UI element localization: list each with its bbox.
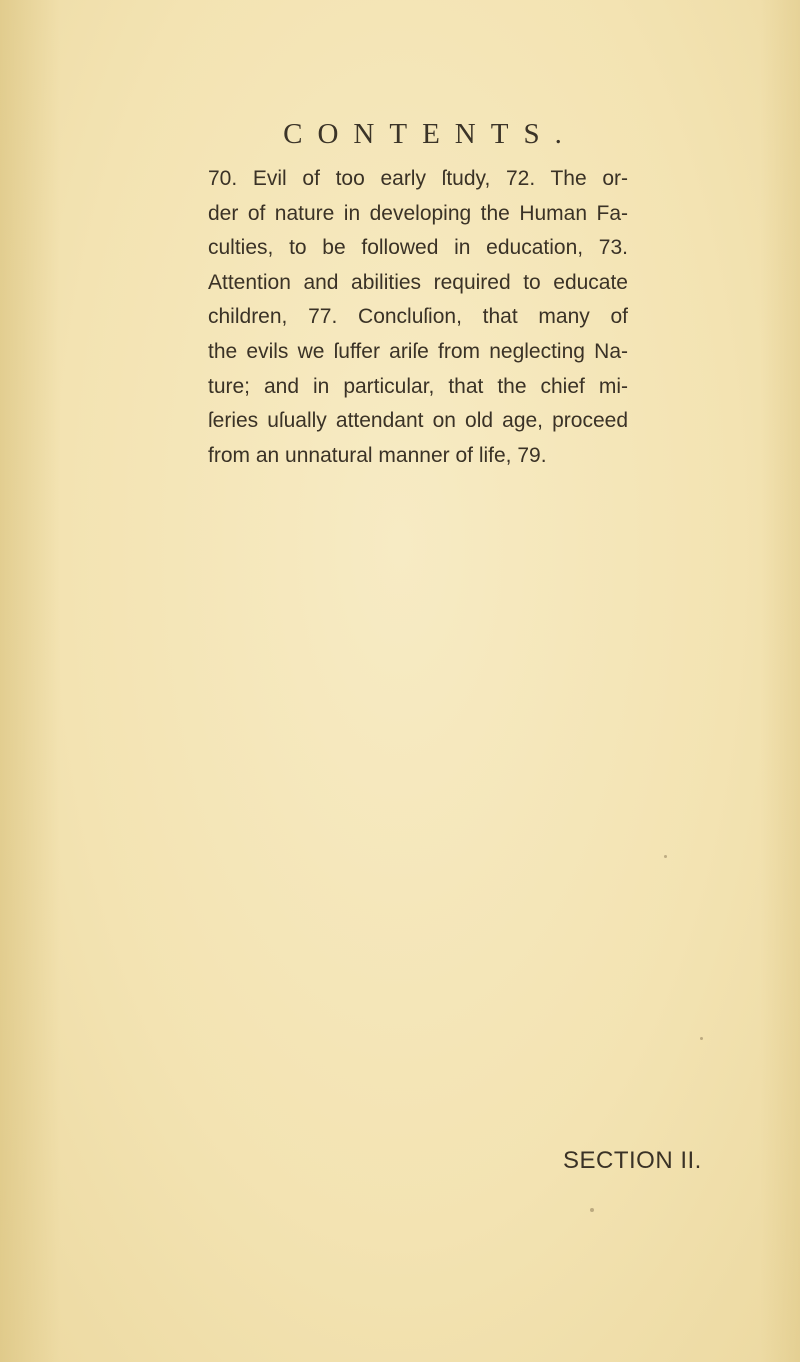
text-line: culties, to be followed in education, 73. (208, 236, 628, 260)
text-line: ſeries uſually attendant on old age, proceed (208, 409, 628, 433)
text-line: der of nature in developing the Human Fa- (208, 201, 628, 225)
text-line: Attention and abilities required to educate (208, 270, 628, 294)
page-edge-shadow-right (760, 0, 800, 1362)
paper-speck (590, 1208, 594, 1212)
text-line: the evils we ſuffer ariſe from neglecting Na- (208, 339, 628, 363)
text-line: from an unnatural manner of life, 79. (208, 443, 547, 467)
page-heading: CONTENTS. (283, 118, 577, 150)
paper-speck (700, 1037, 703, 1040)
catchword: SECTION II. (563, 1147, 702, 1174)
contents-paragraph (208, 162, 628, 473)
page-edge-shadow-left (0, 0, 60, 1362)
text-line: 70. Evil of too early ſtudy, 72. The or- (208, 167, 628, 190)
paper-speck (664, 855, 667, 858)
text-line: ture; and in particular, that the chief mi- (208, 374, 628, 398)
text-line: children, 77. Concluſion, that many of (208, 305, 628, 329)
